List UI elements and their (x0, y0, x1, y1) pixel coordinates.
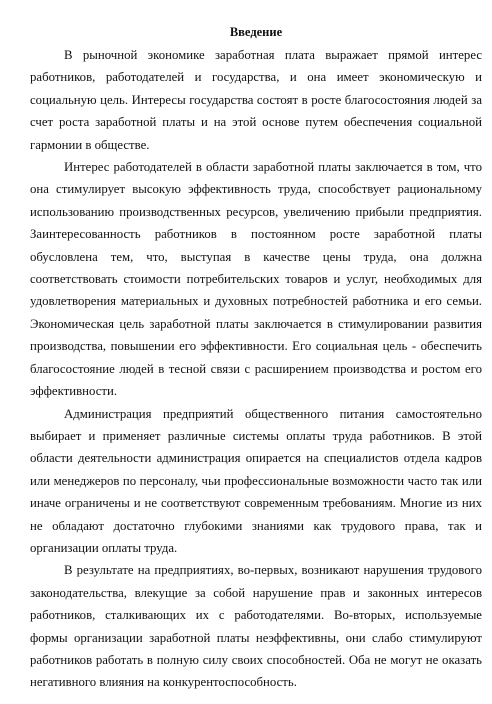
document-title: Введение (229, 25, 283, 39)
paragraph-1: В рыночной экономике заработная плата выражает прямой интерес работников, работодателей и государства, и она имеет экономическую и социальную цель. Интересы государства состоят в росте благосостояния людей за счет роста заработной платы и на этой основе путем обеспечения социальной гармонии в обществе. (30, 48, 482, 152)
paragraph-2: Интерес работодателей в области заработной платы заключается в том, что она стимулирует высокую эффективность труда, способствует рациональному использованию производственных ресурсов, увеличению прибыли предприятия. Заинтересованность работников в постоянном росте заработной платы обусловлена тем, что, выступая в качестве цены труда, она должна соответствовать стоимости потребительских товаров и услуг, необходимых для удовлетворения материальных и духовных потребностей работника и его семьи. Экономическая цель заработной платы заключается в стимулировании развития производства, повышении его эффективности. Его социальная цель - обеспечить благосостояние людей в тесной связи с расширением производства и ростом его эффективности. (30, 160, 482, 399)
paragraph-3: Администрация предприятий общественного питания самостоятельно выбирает и применяет различные системы оплаты труда работников. В этой области деятельности администрация опирается на специалистов отдела кадров или менеджеров по персоналу, чьи профессиональные возможности часто так или иначе ограничены и не соответствуют современным требованиям. Многие из них не обладают достаточно глубокими знаниями как трудового права, так и организации оплаты труда. (30, 406, 482, 555)
paragraph-4: В результате на предприятиях, во-первых, возникают нарушения трудового законодательства, влекущие за собой нарушение прав и законных интересов работников, сталкивающих их с работодателями. Во-вторых, используемые формы организации заработной платы неэффективны, они слабо стимулируют работников работать в полную силу своих способностей. Оба не могут не оказать негативного влияния на конкурентоспособность. (30, 563, 482, 690)
